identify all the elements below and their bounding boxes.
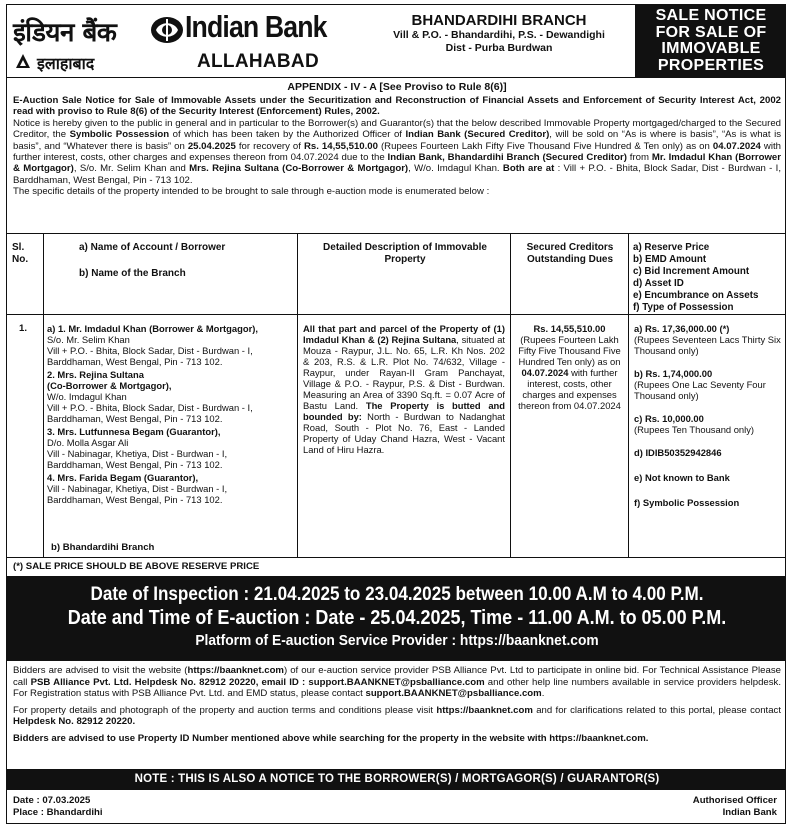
bidders-text: and for clarifications related to this portal, please contact bbox=[532, 704, 782, 716]
branch-line-1: Vill & P.O. - Bhandardihi, P.S. - Dewandighi bbox=[393, 29, 605, 41]
footer-place: Place : Bhandardihi bbox=[13, 806, 103, 818]
col-header-account: a) Name of Account / Borrower bbox=[79, 242, 226, 253]
bidders-text: and other help line numbers available in service providers helpdesk. For Registration status with PSB Alliance Pvt. Ltd. and EMD status, please contact bbox=[13, 676, 781, 700]
auction-dates-band bbox=[7, 576, 786, 661]
reserve-price-words: (Rupees Seventeen Lacs Thirty Six Thousand only) bbox=[634, 334, 781, 356]
intro-bold-part: 04.07.2024 bbox=[712, 140, 761, 152]
bidders-text: Bidders are advised to visit the website ( bbox=[13, 665, 188, 676]
sale-notice-title bbox=[635, 5, 786, 78]
borrower-line: W/o. Imdagul Khan bbox=[47, 391, 127, 402]
helpdesk-number: Helpdesk No. 82912 20220. bbox=[13, 716, 136, 728]
bid-increment: c) Rs. 10,000.00 bbox=[634, 413, 704, 424]
logo-english: Indian Bank bbox=[185, 9, 327, 44]
bank-logo bbox=[7, 5, 363, 78]
property-description bbox=[303, 323, 505, 455]
intro-text bbox=[13, 95, 781, 198]
borrower-line: Barddhaman, West Bengal, Pin - 713 102. bbox=[47, 494, 223, 505]
row-sl: 1. bbox=[19, 323, 28, 334]
outstanding-dues bbox=[514, 323, 625, 411]
intro-text-part: , W/o. Imdagul Khan. bbox=[408, 163, 503, 175]
website-link[interactable]: https://baanknet.com bbox=[436, 704, 533, 716]
footer-date: Date : 07.03.2025 bbox=[13, 795, 91, 806]
indian-bank-emblem-icon bbox=[150, 15, 184, 45]
footer-signatory bbox=[693, 795, 777, 818]
reserve-header-line: f) Type of Possession bbox=[633, 302, 734, 313]
borrower-line: Barddhaman, West Bengal, Pin - 713 102. bbox=[47, 459, 223, 470]
notice-to-borrowers: NOTE : THIS IS ALSO A NOTICE TO THE BORROWER(S) / MORTGAGOR(S) / GUARANTOR(S) bbox=[7, 769, 786, 790]
col-header-reserve bbox=[633, 242, 785, 314]
possession-type: f) Symbolic Possession bbox=[634, 497, 740, 508]
bidders-text: For property details and photograph of the property and auction terms and conditions please visit bbox=[13, 704, 437, 716]
notice-line-1: SALE NOTICE bbox=[655, 7, 767, 24]
borrower-line: Vill + P.O. - Bhita, Block Sadar, Dist - Burdwan - I, bbox=[47, 402, 253, 413]
branch-name: b) Bhandardihi Branch bbox=[51, 542, 155, 553]
dues-date: 04.07.2024 bbox=[521, 367, 569, 378]
emd-amount: b) Rs. 1,74,000.00 bbox=[634, 368, 713, 379]
col-header-sl: Sl. No. bbox=[12, 242, 29, 265]
table-divider bbox=[510, 234, 511, 557]
table-header-divider bbox=[7, 314, 786, 315]
intro-bold-part: Rs. 14,55,510.00 bbox=[303, 140, 378, 152]
intro-bold-part: Indian Bank, Bhandardihi Branch (Secured Creditor) bbox=[387, 152, 627, 164]
borrower-line: S/o. Mr. Selim Khan bbox=[47, 334, 130, 345]
intro-text-part: Notice is hereby given to the public in general and in particular to the Borrower(s) and Guarantor(s) that the below described Immovable Property mortgaged/charged to the Secured Creditor, the bbox=[13, 117, 781, 141]
intro-bold-part: Indian Bank (Secured Creditor) bbox=[405, 129, 550, 141]
notice-line-2: FOR SALE OF bbox=[655, 23, 767, 41]
sale-notice-page bbox=[6, 4, 786, 824]
reserve-header-line: a) Reserve Price bbox=[633, 242, 710, 253]
logo-sub-english: ALLAHABAD bbox=[197, 51, 319, 72]
intro-text-part: (Rupees Fourteen Lakh Fifty Five Thousand Five Hundred & Ten only) as on bbox=[377, 140, 713, 152]
borrower-entry bbox=[47, 323, 295, 367]
bidders-info bbox=[13, 665, 781, 750]
borrower-entry bbox=[47, 369, 295, 424]
dues-amount: Rs. 14,55,510.00 bbox=[533, 323, 606, 334]
emd-amount-words: (Rupees One Lac Seventy Four Thousand only) bbox=[634, 379, 766, 401]
table-divider bbox=[43, 234, 44, 557]
auction-date: Date and Time of E-auction : Date - 25.04.2025, Time - 11.00 A.M. to 05.00 P.M. bbox=[67, 607, 727, 629]
logo-sub-hindi: इलाहाबाद bbox=[37, 54, 95, 73]
inspection-date: Date of Inspection : 21.04.2025 to 23.04.2025 between 10.00 A.M to 4.00 P.M. bbox=[90, 584, 704, 605]
intro-heading: E-Auction Sale Notice for Sale of Immovable Assets under the Securitization and Reconstruction of Financial Assets and Enforcement of Security Interest Act, 2002 read with proviso to Rule 8(6) of the Security Interest (Enforcement) Rules, 2002. bbox=[13, 95, 781, 118]
borrower-line: Vill - Nabinagar, Khetiya, Dist - Burdwan - I, bbox=[47, 483, 228, 494]
intro-text-part: from bbox=[626, 152, 652, 164]
bidders-para-1 bbox=[13, 665, 781, 700]
intro-text-part: , S/o. Mr. Selim Khan and bbox=[73, 163, 190, 175]
notice-line-3: IMMOVABLE bbox=[661, 40, 761, 57]
branch-line-2: Dist - Purba Burdwan bbox=[445, 42, 553, 54]
intro-text-part: for recovery of bbox=[235, 140, 304, 152]
intro-text-part: , will be sold on “As is where is basis”, “As is what is basis”, and “Whatever there is basis” on bbox=[13, 129, 782, 152]
borrower-role: (Co-Borrower & Mortgagor), bbox=[47, 380, 172, 391]
borrower-entry bbox=[47, 472, 295, 505]
sale-price-note: (*) SALE PRICE SHOULD BE ABOVE RESERVE PRICE bbox=[13, 561, 260, 572]
intro-text-part: of which has been taken by the Authorized Officer of bbox=[169, 129, 406, 141]
footer-officer: Authorised Officer bbox=[692, 795, 777, 806]
logo-hindi: इंडियन बैंक bbox=[13, 18, 117, 48]
bidders-para-3: Bidders are advised to use Property ID Number mentioned above while searching for the property in the website with https://baanknet.com. bbox=[13, 732, 649, 744]
dues-text: with further interest, costs, other charges and expenses thereon from 04.07.2024 bbox=[518, 367, 621, 411]
borrower-line: D/o. Molla Asgar Ali bbox=[47, 437, 129, 448]
appendix-heading: APPENDIX - IV - A [See Proviso to Rule 8(6)] bbox=[287, 81, 507, 93]
encumbrance: e) Not known to Bank bbox=[634, 472, 730, 483]
reserve-header-line: b) EMD Amount bbox=[633, 254, 707, 265]
header bbox=[7, 5, 786, 78]
description-text: , situated at Mouza - Raypur, J.L. No. 65, L.R. Kh Nos. 202 & 203, R.S. & L.R. Plot No. 74/632, Village - Raypur, under Rayan-II Gram Panchayat, Village & P.O. - Raypur, P.S. & Dist - Burdwan. Measuring an Area of 3390 Sq.ft. = 0.07 Acre of Bastu Land. bbox=[303, 334, 506, 411]
reserve-header-line: d) Asset ID bbox=[633, 278, 684, 289]
support-email[interactable]: support.BAANKNET@psballiance.com bbox=[365, 688, 542, 700]
branch-title: BHANDARDIHI BRANCH bbox=[411, 12, 587, 29]
borrower-name: 4. Mrs. Farida Begam (Guarantor), bbox=[47, 472, 199, 483]
reserve-price: a) Rs. 17,36,000.00 (*) bbox=[634, 323, 730, 334]
footer-bank: Indian Bank bbox=[722, 806, 777, 818]
property-table bbox=[7, 233, 786, 558]
allahabad-emblem-icon bbox=[15, 53, 31, 69]
description-owner: All that part and parcel of the Property of (1) Imdadul Khan & (2) Rejina Sultana bbox=[303, 323, 505, 345]
table-divider bbox=[297, 234, 298, 557]
intro-bold-part: 25.04.2025 bbox=[187, 140, 236, 152]
borrower-list bbox=[47, 323, 295, 505]
table-divider bbox=[628, 234, 629, 557]
notice-line-4: PROPERTIES bbox=[657, 56, 765, 74]
website-link[interactable]: https://baanknet.com bbox=[187, 665, 284, 676]
bidders-text: . bbox=[541, 688, 545, 700]
bidders-text: ) of our e-auction service provider PSB Alliance Pvt. Ltd to participate in online bid. For Technical Assistance Please call bbox=[13, 665, 781, 688]
borrower-name: 3. Mrs. Lutfunnesa Begam (Guarantor), bbox=[47, 426, 221, 437]
intro-bold-part: Both are at bbox=[502, 163, 555, 175]
intro-bold-part: Symbolic Possession bbox=[69, 129, 170, 141]
dues-text: (Rupees Fourteen Lakh Fifty Five Thousand Five Hundred Ten only) as on bbox=[518, 334, 621, 367]
intro-bold-part: Mrs. Rejina Sultana (Co-Borrower & Mortgagor) bbox=[189, 163, 409, 175]
reserve-header-line: c) Bid Increment Amount bbox=[633, 266, 750, 277]
borrower-name: a) 1. Mr. Imdadul Khan (Borrower & Mortgagor), bbox=[47, 323, 258, 334]
bid-increment-words: (Rupees Ten Thousand only) bbox=[634, 424, 755, 435]
description-bounds-label: The Property is butted and bounded by: bbox=[303, 400, 505, 422]
helpdesk-contact: PSB Alliance Pvt. Ltd. Helpdesk No. 82912 20220, email ID : support.BAANKNET@psballiance.com bbox=[30, 676, 485, 688]
reserve-header-line: e) Encumbrance on Assets bbox=[633, 290, 759, 301]
borrower-line: Barddhaman, West Bengal, Pin - 713 102. bbox=[47, 356, 223, 367]
intro-bold-part: Mr. Imdadul Khan (Borrower & Mortgagor) bbox=[13, 152, 781, 175]
platform-provider: Platform of E-auction Service Provider : https://baanknet.com bbox=[195, 632, 599, 649]
intro-para-2: The specific details of the property intended to be brought to sale through e-auction mode is enumerated below : bbox=[13, 186, 490, 198]
intro-text-part: : Vill + P.O. - Bhita, Block Sadar, Dist - Burdwan - I, Barddhaman, West Bengal, Pin - 713 102. bbox=[13, 163, 781, 186]
bidders-para-2 bbox=[13, 705, 781, 728]
borrower-name: 2. Mrs. Rejina Sultana bbox=[47, 369, 144, 380]
col-header-dues: Secured Creditors Outstanding Dues bbox=[526, 242, 614, 265]
borrower-entry bbox=[47, 426, 295, 470]
borrower-line: Barddhaman, West Bengal, Pin - 713 102. bbox=[47, 413, 223, 424]
branch-address bbox=[365, 9, 633, 55]
intro-text-part: with further interest, costs, other charges and expenses thereon from 04.07.2024 due to the bbox=[13, 140, 781, 164]
col-header-description: Detailed Description of Immovable Property bbox=[323, 242, 487, 265]
borrower-line: Vill - Nabinagar, Khetiya, Dist - Burdwan - I, bbox=[47, 448, 228, 459]
asset-id: d) IDIB50352942846 bbox=[634, 447, 722, 458]
footer-date-place bbox=[13, 795, 103, 818]
col-header-branch: b) Name of the Branch bbox=[79, 268, 186, 279]
description-bounds: North - Burdwan to Nadanghat Road, South - Plot No. 76, East - Landed Property of Uday Chand Hazra, West - Vacant Land of Hiru Hazra. bbox=[303, 411, 505, 455]
reserve-details bbox=[634, 323, 786, 508]
borrower-line: Vill + P.O. - Bhita, Block Sadar, Dist - Burdwan - I, bbox=[47, 345, 253, 356]
